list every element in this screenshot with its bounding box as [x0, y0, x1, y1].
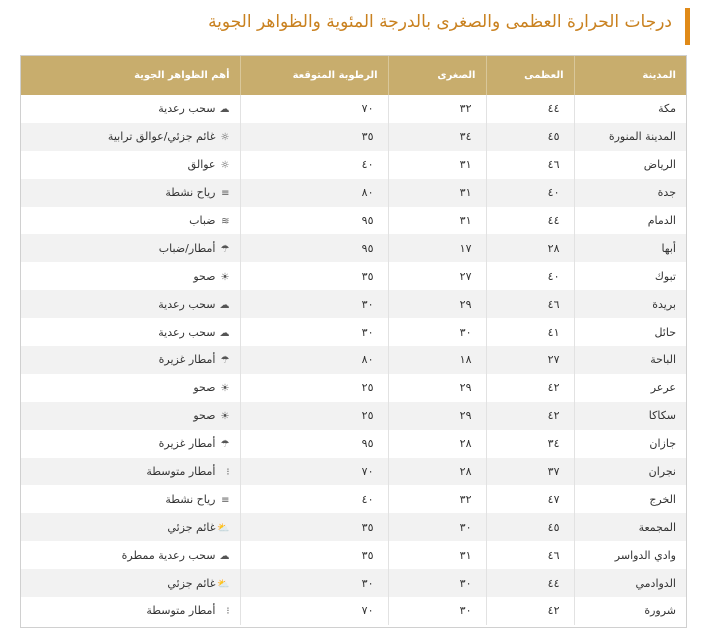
weather-label: عوالق	[187, 158, 216, 172]
city-cell: الدمام	[574, 207, 686, 235]
sun-icon: ☀	[220, 411, 230, 423]
humidity-cell: ٢٥	[240, 374, 388, 402]
header-weather: أهم الظواهر الجوية	[134, 70, 230, 81]
table-row	[21, 179, 686, 207]
table-row	[21, 123, 686, 151]
city-cell: المجمعة	[574, 513, 686, 541]
header-humidity: الرطوبة المتوقعة	[240, 56, 388, 95]
max-temp-cell: ٤٧	[486, 485, 574, 513]
max-temp-cell: ٤٢	[486, 402, 574, 430]
min-temp-cell: ٣١	[388, 179, 486, 207]
table-row	[21, 485, 686, 513]
city-cell: جدة	[574, 179, 686, 207]
max-temp-cell: ٢٨	[486, 234, 574, 262]
city-cell: سكاكا	[574, 402, 686, 430]
weather-label: غائم جزئي	[167, 576, 216, 590]
max-temp-cell: ٤٦	[486, 290, 574, 318]
weather-label: ضباب	[189, 214, 216, 227]
weather-cell	[21, 290, 240, 318]
table-body	[21, 95, 686, 625]
city-cell: الخرج	[574, 485, 686, 513]
min-temp-cell: ٣٠	[388, 318, 486, 346]
weather-label: رياح نشطة	[165, 492, 216, 506]
weather-cell	[21, 151, 240, 179]
weather-label: صحو	[193, 409, 216, 423]
weather-label: صحو	[193, 381, 216, 395]
humidity-cell: ٧٠	[240, 95, 388, 123]
wind-icon: ≡	[221, 494, 230, 506]
min-temp-cell: ٢٩	[388, 374, 486, 402]
min-temp-cell: ٣١	[388, 541, 486, 569]
humidity-cell: ٤٠	[240, 151, 388, 179]
city-cell: مكة	[574, 95, 686, 123]
thunder-cloud-icon: ☁	[219, 299, 230, 311]
partly-cloudy-icon: ⛅	[217, 522, 230, 534]
min-temp-cell: ٣٢	[388, 95, 486, 123]
table-row	[21, 151, 686, 179]
weather-label: أمطار متوسطة	[146, 604, 216, 618]
city-cell: بريدة	[574, 290, 686, 318]
max-temp-cell: ٤١	[486, 318, 574, 346]
weather-label: أمطار/ضباب	[158, 241, 216, 255]
min-temp-cell: ١٨	[388, 346, 486, 374]
humidity-cell: ٣٥	[240, 123, 388, 151]
humidity-cell: ٨٠	[240, 346, 388, 374]
weather-cell	[21, 541, 240, 569]
weather-cell	[21, 458, 240, 486]
min-temp-cell: ٣٠	[388, 513, 486, 541]
city-cell: نجران	[574, 458, 686, 486]
max-temp-cell: ٤٠	[486, 262, 574, 290]
weather-label: رياح نشطة	[165, 186, 216, 200]
weather-label: أمطار متوسطة	[146, 465, 216, 479]
weather-cell	[21, 346, 240, 374]
max-temp-cell: ٤٤	[486, 569, 574, 597]
humidity-cell: ٧٠	[240, 458, 388, 486]
table-row	[21, 95, 686, 123]
min-temp-cell: ٣٢	[388, 485, 486, 513]
rain-drops-icon: ⁝	[226, 606, 230, 618]
min-temp-cell: ٣١	[388, 207, 486, 235]
weather-cell	[21, 123, 240, 151]
weather-label: سحب رعدية	[158, 325, 216, 339]
table-row	[21, 458, 686, 486]
humidity-cell: ٧٠	[240, 597, 388, 625]
max-temp-cell: ٤٠	[486, 179, 574, 207]
weather-label: سحب رعدية	[158, 102, 216, 116]
table-row	[21, 569, 686, 597]
humidity-cell: ٣٥	[240, 513, 388, 541]
rain-cloud-icon: ☂	[220, 439, 230, 451]
table-header-row	[21, 56, 686, 95]
humidity-cell: ٣٠	[240, 290, 388, 318]
weather-cell	[21, 207, 240, 235]
table-header	[21, 56, 686, 95]
min-temp-cell: ٣٠	[388, 569, 486, 597]
table-row	[21, 541, 686, 569]
thunder-cloud-icon: ☁	[219, 104, 230, 116]
weather-cell	[21, 485, 240, 513]
weather-cell	[21, 597, 240, 625]
min-temp-cell: ٢٩	[388, 402, 486, 430]
humidity-cell: ٣٠	[240, 318, 388, 346]
weather-cell	[21, 402, 240, 430]
max-temp-cell: ٤٥	[486, 513, 574, 541]
fog-icon: ≋	[221, 216, 230, 227]
max-temp-cell: ٣٤	[486, 430, 574, 458]
humidity-cell: ٤٠	[240, 485, 388, 513]
header-min: الصغرى	[388, 56, 486, 95]
city-cell: حائل	[574, 318, 686, 346]
weather-cell	[21, 318, 240, 346]
dust-sun-icon: ☼	[220, 160, 230, 172]
weather-cell	[21, 569, 240, 597]
table-row	[21, 430, 686, 458]
table-row	[21, 597, 686, 625]
page-header	[0, 8, 690, 44]
city-cell: الرياض	[574, 151, 686, 179]
humidity-cell: ٢٥	[240, 402, 388, 430]
thunder-cloud-icon: ☁	[219, 550, 230, 562]
table-row	[21, 402, 686, 430]
min-temp-cell: ٣١	[388, 151, 486, 179]
city-cell: أبها	[574, 234, 686, 262]
humidity-cell: ٩٥	[240, 207, 388, 235]
table-row	[21, 318, 686, 346]
table-row	[21, 262, 686, 290]
weather-label: صحو	[193, 269, 216, 283]
max-temp-cell: ٤٦	[486, 151, 574, 179]
weather-cell	[21, 513, 240, 541]
min-temp-cell: ٢٨	[388, 430, 486, 458]
weather-cell	[21, 95, 240, 123]
humidity-cell: ٩٥	[240, 234, 388, 262]
table-row	[21, 374, 686, 402]
city-cell: تبوك	[574, 262, 686, 290]
min-temp-cell: ١٧	[388, 234, 486, 262]
min-temp-cell: ٢٨	[388, 458, 486, 486]
humidity-cell: ٣٥	[240, 262, 388, 290]
humidity-cell: ٣٠	[240, 569, 388, 597]
page-title: درجات الحرارة العظمى والصغرى بالدرجة المئوية والظواهر الجوية	[208, 12, 672, 32]
weather-label: سحب رعدية	[158, 297, 216, 311]
dust-sun-icon: ☼	[220, 132, 230, 144]
table-row	[21, 290, 686, 318]
min-temp-cell: ٢٩	[388, 290, 486, 318]
table-row	[21, 346, 686, 374]
max-temp-cell: ٤٢	[486, 374, 574, 402]
rain-cloud-icon: ☂	[220, 355, 230, 367]
table-row	[21, 234, 686, 262]
weather-cell	[21, 179, 240, 207]
city-cell: الباحة	[574, 346, 686, 374]
sun-icon: ☀	[220, 383, 230, 395]
rain-cloud-icon: ☂	[220, 243, 230, 255]
weather-cell	[21, 262, 240, 290]
max-temp-cell: ٤٤	[486, 207, 574, 235]
rain-drops-icon: ⁝	[226, 467, 230, 479]
sun-icon: ☀	[220, 271, 230, 283]
max-temp-cell: ٣٧	[486, 458, 574, 486]
weather-cell	[21, 430, 240, 458]
table-row	[21, 513, 686, 541]
city-cell: شرورة	[574, 597, 686, 625]
city-cell: جازان	[574, 430, 686, 458]
min-temp-cell: ٣٠	[388, 597, 486, 625]
max-temp-cell: ٤٦	[486, 541, 574, 569]
wind-icon: ≡	[221, 188, 230, 200]
weather-table-container	[20, 55, 687, 628]
weather-label: أمطار غزيرة	[158, 437, 216, 451]
min-temp-cell: ٢٧	[388, 262, 486, 290]
weather-label: سحب رعدية ممطرة	[121, 548, 216, 562]
weather-cell	[21, 234, 240, 262]
weather-cell	[21, 374, 240, 402]
weather-label: غائم جزئي/عوالق ترابية	[107, 130, 216, 144]
thunder-cloud-icon: ☁	[219, 327, 230, 339]
min-temp-cell: ٣٤	[388, 123, 486, 151]
weather-table	[21, 56, 686, 625]
humidity-cell: ٩٥	[240, 430, 388, 458]
table-row	[21, 207, 686, 235]
city-cell: عرعر	[574, 374, 686, 402]
humidity-cell: ٣٥	[240, 541, 388, 569]
header-max: العظمى	[486, 56, 574, 95]
max-temp-cell: ٤٥	[486, 123, 574, 151]
header-city: المدينة	[574, 56, 686, 95]
max-temp-cell: ٤٢	[486, 597, 574, 625]
weather-label: أمطار غزيرة	[158, 353, 216, 367]
max-temp-cell: ٢٧	[486, 346, 574, 374]
max-temp-cell: ٤٤	[486, 95, 574, 123]
city-cell: المدينة المنورة	[574, 123, 686, 151]
title-accent-bar	[685, 8, 690, 45]
weather-label: غائم جزئي	[167, 520, 216, 534]
partly-cloudy-icon: ⛅	[217, 578, 230, 590]
city-cell: وادي الدواسر	[574, 541, 686, 569]
city-cell: الدوادمي	[574, 569, 686, 597]
humidity-cell: ٨٠	[240, 179, 388, 207]
